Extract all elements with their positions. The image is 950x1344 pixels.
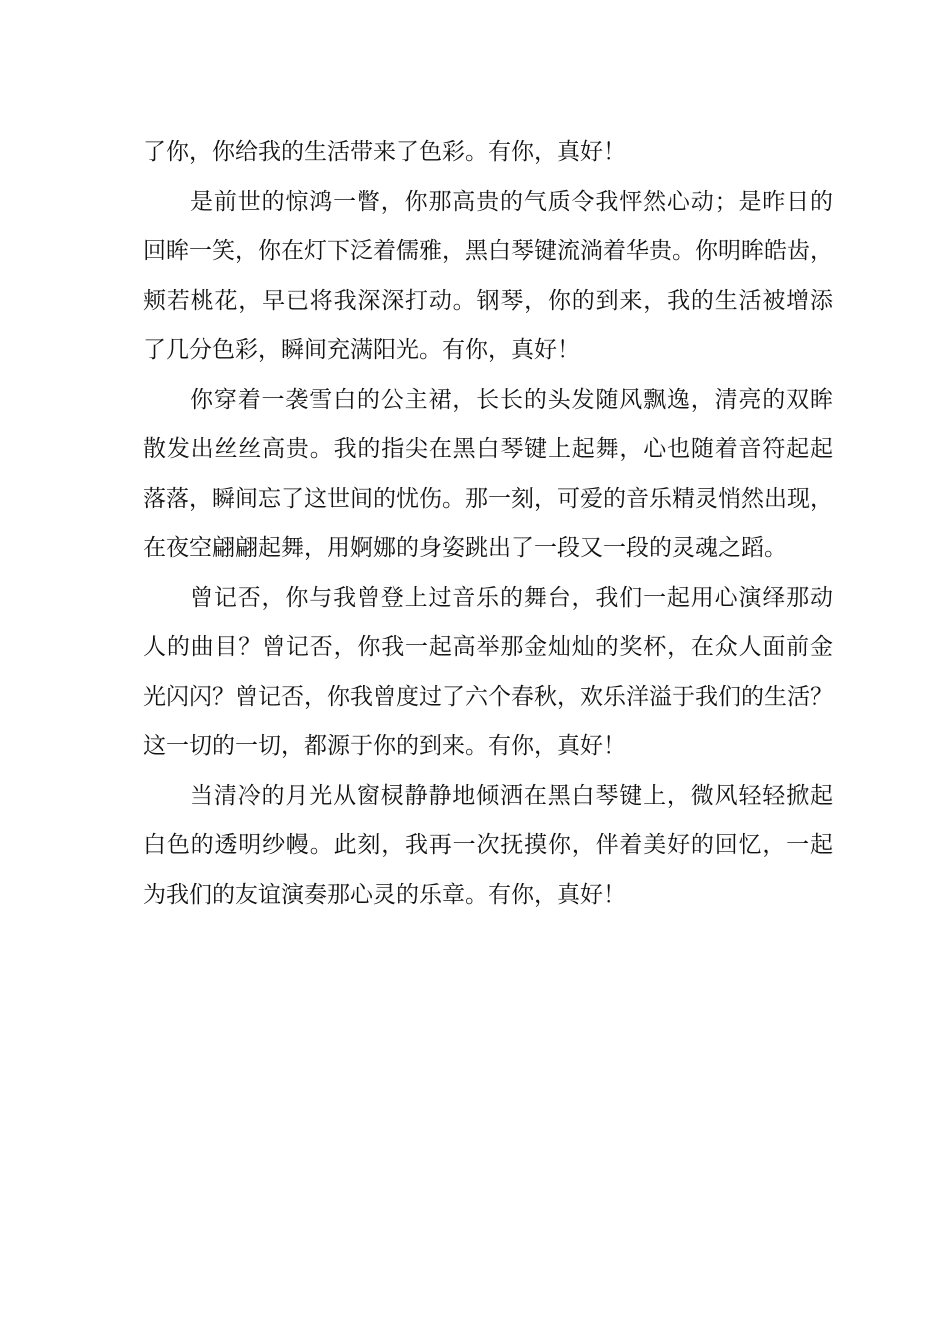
text-line: 这一切的一切，都源于你的到来。有你，真好！ [143, 733, 626, 759]
paragraph-4 [143, 574, 833, 772]
paragraph-3 [143, 376, 833, 574]
paragraph-5 [143, 772, 833, 921]
text-line: 散发出丝丝高贵。我的指尖在黑白琴键上起舞，心也随着音符起起 [143, 436, 833, 462]
essay-body [143, 128, 833, 920]
text-line: 为我们的友谊演奏那心灵的乐章。有你，真好！ [143, 881, 626, 908]
text-line: 是前世的惊鸿一瞥，你那高贵的气质令我怦然心动；是昨日的 [190, 188, 833, 215]
paragraph-2 [143, 178, 833, 376]
text-line: 人的曲目？曾记否，你我一起高举那金灿灿的奖杯，在众人面前金 [143, 634, 833, 660]
text-line: 当清冷的月光从窗棂静静地倾洒在黑白琴键上，微风轻轻掀起 [190, 782, 833, 809]
text-line: 曾记否，你与我曾登上过音乐的舞台，我们一起用心演绎那动 [190, 584, 833, 611]
text-line: 了你，你给我的生活带来了色彩。有你，真好！ [143, 139, 626, 165]
paragraph-1 [143, 128, 833, 178]
text-line: 了几分色彩，瞬间充满阳光。有你，真好！ [143, 337, 580, 363]
text-line: 颊若桃花，早已将我深深打动。钢琴，你的到来，我的生活被增添 [143, 287, 833, 314]
text-line: 你穿着一袭雪白的公主裙，长长的头发随风飘逸，清亮的双眸 [190, 386, 833, 413]
text-line: 落落，瞬间忘了这世间的忧伤。那一刻，可爱的音乐精灵悄然出现， [143, 485, 833, 512]
text-line: 光闪闪？曾记否，你我曾度过了六个春秋，欢乐洋溢于我们的生活？ [143, 683, 833, 710]
text-line: 白色的透明纱幔。此刻，我再一次抚摸你，伴着美好的回忆，一起 [143, 832, 833, 858]
text-line: 在夜空翩翩起舞，用婀娜的身姿跳出了一段又一段的灵魂之蹈。 [143, 535, 787, 561]
text-line: 回眸一笑，你在灯下泛着儒雅，黑白琴键流淌着华贵。你明眸皓齿， [143, 238, 833, 264]
